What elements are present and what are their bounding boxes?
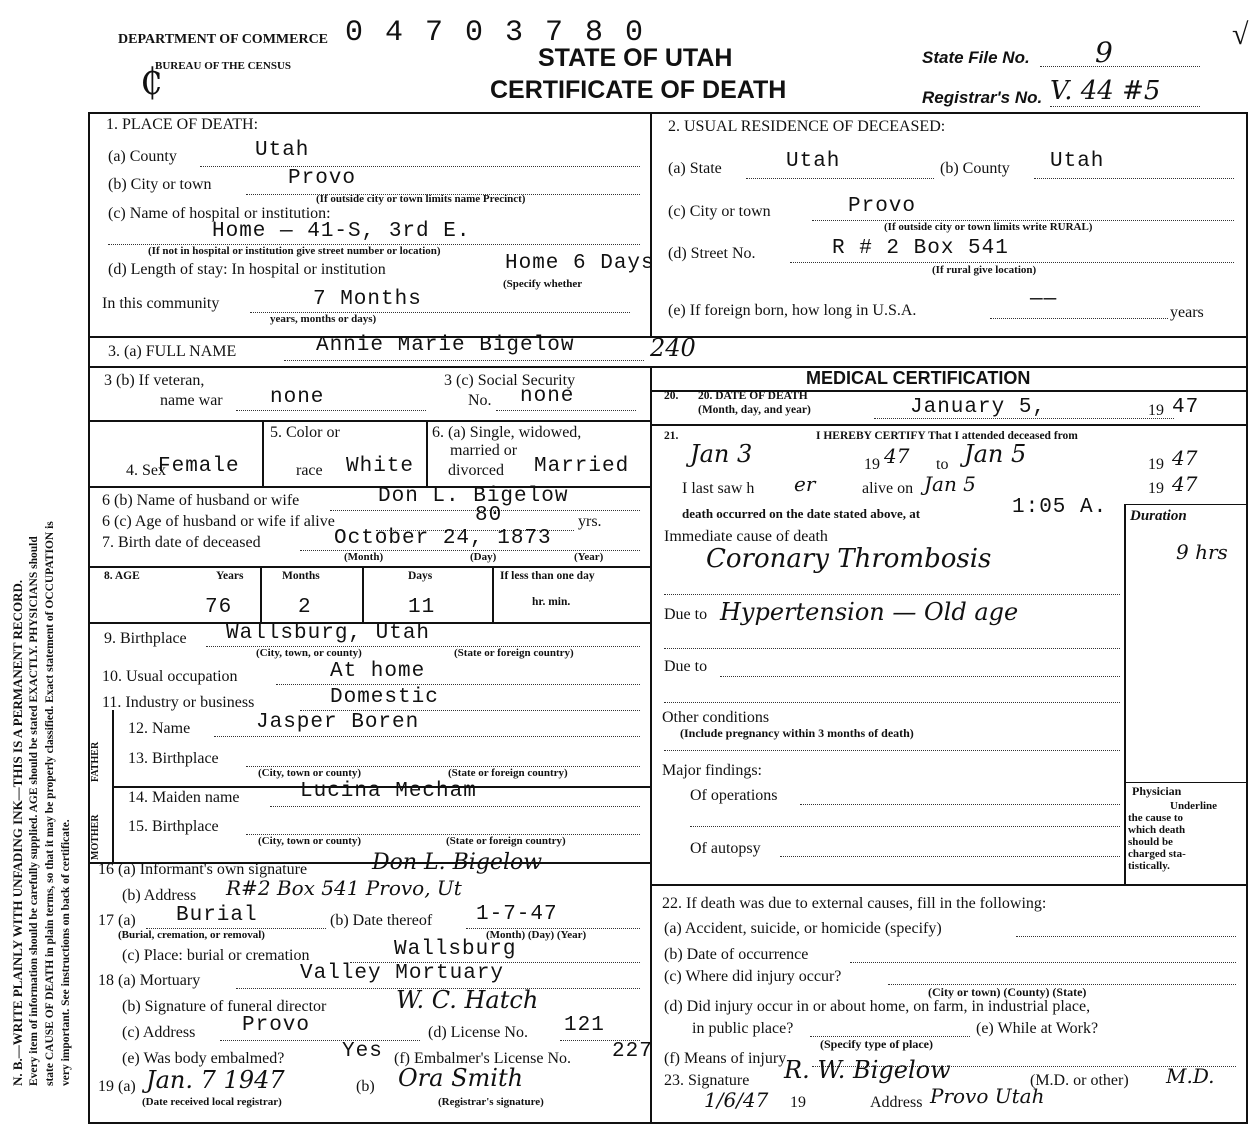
mortuary-address-label: (c) Address bbox=[122, 1024, 196, 1041]
last-saw-label: I last saw h bbox=[682, 480, 755, 497]
sex-label: 4. Sex bbox=[126, 462, 166, 479]
registrars-number-value: V. 44 #5 bbox=[1050, 76, 1161, 106]
registrar-note: (Registrar's signature) bbox=[438, 1096, 544, 1108]
alive-on-label: alive on bbox=[862, 480, 914, 497]
full-name-label: 3. (a) FULL NAME bbox=[108, 343, 237, 360]
residence-heading: 2. USUAL RESIDENCE OF DECEASED: bbox=[668, 118, 946, 135]
duration-label: Duration bbox=[1130, 508, 1187, 524]
death-date-value: January 5, bbox=[910, 396, 1047, 419]
physician-note1: Underline bbox=[1170, 800, 1218, 812]
operations-label: Of operations bbox=[690, 787, 778, 804]
race-value: White bbox=[346, 455, 415, 478]
sex-value: Female bbox=[158, 455, 240, 478]
registrar-sig-label: (b) bbox=[356, 1078, 375, 1095]
burial-place-value: Wallsburg bbox=[394, 938, 517, 961]
ss-label: 3 (c) Social Security bbox=[444, 372, 576, 389]
hospital-value: Home — 41-S, 3rd E. bbox=[212, 220, 471, 243]
license-value: 121 bbox=[564, 1014, 605, 1037]
age-years-label: Years bbox=[216, 570, 244, 582]
informant-signature: Don L. Bigelow bbox=[372, 850, 543, 875]
birth-year-note: (Year) bbox=[574, 551, 604, 563]
marital-value: Married bbox=[534, 455, 630, 478]
informant-sig-label: 16 (a) Informant's own signature bbox=[98, 861, 308, 878]
external-f-label: (f) Means of injury bbox=[664, 1050, 787, 1067]
death-year-prefix: 19 bbox=[1148, 402, 1164, 419]
external-c-note: (City or town) (County) (State) bbox=[928, 985, 1087, 999]
director-signature: W. C. Hatch bbox=[396, 986, 539, 1014]
birth-month-note: (Month) bbox=[344, 551, 384, 563]
less-than-day-label: If less than one day bbox=[500, 570, 595, 582]
yrs-label: yrs. bbox=[578, 513, 602, 530]
director-sig-label: (b) Signature of funeral director bbox=[122, 998, 327, 1015]
immediate-cause-value: Coronary Thrombosis bbox=[706, 544, 992, 574]
check-icon: √ bbox=[1232, 18, 1249, 51]
external-c-label: (c) Where did injury occur? bbox=[664, 968, 842, 985]
autopsy-label: Of autopsy bbox=[690, 840, 761, 857]
age-days-value: 11 bbox=[408, 596, 436, 619]
disposition-date-value: 1-7-47 bbox=[476, 903, 558, 926]
hospital-label: (c) Name of hospital or institution: bbox=[108, 205, 331, 222]
alive-on-value: Jan 5 bbox=[924, 472, 976, 496]
spouse-age-label: 6 (c) Age of husband or wife if alive bbox=[102, 513, 335, 530]
side-instruction-line4: very important. See instructions on back of certificate. bbox=[60, 819, 72, 1086]
race-label: race bbox=[296, 462, 323, 479]
death-time-value: 1:05 A. bbox=[1012, 496, 1108, 519]
registrar-signature: Ora Smith bbox=[398, 1064, 524, 1092]
ss-no-label: No. bbox=[468, 392, 492, 409]
state-file-value: 9 bbox=[1095, 36, 1113, 69]
county-label: (a) County bbox=[108, 148, 177, 165]
birthplace-label: 9. Birthplace bbox=[104, 630, 187, 647]
physician-heading: Physician bbox=[1132, 784, 1182, 798]
res-city-note: (If outside city or town limits write RURAL) bbox=[884, 221, 1093, 233]
birthplace-value: Wallsburg, Utah bbox=[226, 622, 431, 645]
birthplace-note1: (City, town, or county) bbox=[256, 647, 362, 659]
res-city-value: Provo bbox=[848, 195, 917, 218]
ss-value: none bbox=[520, 385, 575, 408]
occupation-value: At home bbox=[330, 660, 426, 683]
other-conditions-label: Other conditions bbox=[662, 709, 770, 726]
registrars-number-label: Registrar's No. bbox=[922, 88, 1043, 107]
city-label: (b) City or town bbox=[108, 176, 212, 193]
embalmed-label: (e) Was body embalmed? bbox=[122, 1050, 285, 1067]
mother-bp-note1: (City, town or county) bbox=[258, 835, 362, 847]
external-d-label: (d) Did injury occur in or about home, on farm, in industrial place, bbox=[664, 998, 1091, 1015]
external-b-label: (b) Date of occurrence bbox=[664, 946, 809, 963]
community-value: 7 Months bbox=[313, 288, 422, 311]
father-birthplace-label: 13. Birthplace bbox=[128, 750, 219, 767]
age-months-label: Months bbox=[282, 570, 320, 582]
death-year-value: 47 bbox=[1172, 396, 1200, 419]
certify-num: 21. bbox=[664, 430, 679, 442]
certificate-number: 0 4 7 0 3 7 8 0 bbox=[345, 16, 646, 50]
stay-label: (d) Length of stay: In hospital or institution bbox=[108, 261, 386, 278]
res-county-label: (b) County bbox=[940, 160, 1010, 177]
disposition-note: (Burial, cremation, or removal) bbox=[118, 929, 265, 941]
signature-date-value: 1/6/47 bbox=[704, 1088, 769, 1112]
color-label: 5. Color or bbox=[270, 424, 340, 441]
physician-note4: should be bbox=[1128, 836, 1173, 848]
physician-signature: R. W. Bigelow bbox=[784, 1056, 951, 1084]
years-label: years bbox=[1170, 304, 1204, 321]
informant-address-value: R#2 Box 541 Provo, Ut bbox=[226, 876, 462, 900]
maiden-name-label: 14. Maiden name bbox=[128, 789, 240, 806]
informant-address-label: (b) Address bbox=[122, 887, 197, 904]
physician-note5: charged sta- bbox=[1128, 848, 1186, 860]
medical-heading: MEDICAL CERTIFICATION bbox=[806, 368, 1031, 388]
spouse-age-value: 80 bbox=[475, 504, 503, 527]
occupation-label: 10. Usual occupation bbox=[102, 668, 238, 685]
physician-note6: tistically. bbox=[1128, 860, 1170, 872]
community-label: In this community bbox=[102, 295, 220, 312]
father-name-value: Jasper Boren bbox=[256, 711, 420, 734]
major-findings-label: Major findings: bbox=[662, 762, 762, 779]
received-note: (Date received local registrar) bbox=[142, 1096, 282, 1108]
document-title: CERTIFICATE OF DEATH bbox=[490, 76, 787, 104]
place-county-value: Utah bbox=[255, 139, 310, 162]
side-instruction-line1: N. B.—WRITE PLAINLY WITH UNFADING INK—THIS IS A PERMANENT RECORD. bbox=[10, 579, 25, 1086]
mortuary-value: Valley Mortuary bbox=[300, 962, 505, 985]
mother-birthplace-label: 15. Birthplace bbox=[128, 818, 219, 835]
due-to-label: Due to bbox=[664, 606, 708, 623]
physician-address-label: Address bbox=[870, 1094, 923, 1111]
birth-value: October 24, 1873 bbox=[334, 527, 552, 550]
spouse-value: Don L. Bigelow bbox=[378, 485, 569, 508]
birth-label: 7. Birth date of deceased bbox=[102, 534, 261, 551]
birth-day-note: (Day) bbox=[470, 551, 497, 563]
from-year-prefix: 19 bbox=[864, 456, 880, 473]
age-months-value: 2 bbox=[298, 596, 312, 619]
burial-place-label: (c) Place: burial or cremation bbox=[122, 947, 310, 964]
embalmer-license-label: (f) Embalmer's License No. bbox=[394, 1050, 572, 1067]
md-label: (M.D. or other) bbox=[1030, 1072, 1129, 1089]
death-date-label: 20. DATE OF DEATH bbox=[698, 390, 808, 402]
physician-note3: which death bbox=[1128, 824, 1186, 836]
stay-note: (Specify whether bbox=[503, 278, 583, 290]
certify-text: I HEREBY CERTIFY That I attended deceased from bbox=[816, 430, 1078, 442]
embalmer-license-value: 227 bbox=[612, 1040, 653, 1063]
res-street-value: R # 2 Box 541 bbox=[832, 237, 1009, 260]
birthplace-note2: (State or foreign country) bbox=[454, 647, 574, 659]
disposition-value: Burial bbox=[176, 904, 258, 927]
res-state-value: Utah bbox=[786, 150, 841, 173]
city-note: (If outside city or town limits name Precinct) bbox=[316, 193, 526, 205]
physician-note2: the cause to bbox=[1128, 812, 1183, 824]
md-written: M.D. bbox=[1166, 1064, 1215, 1088]
alive-year-value: 47 bbox=[1172, 472, 1198, 496]
signature-label: 23. Signature bbox=[664, 1072, 750, 1089]
external-d2-label: in public place? bbox=[692, 1020, 794, 1037]
veteran-label: 3 (b) If veteran, bbox=[104, 372, 205, 389]
attended-from-value: Jan 3 bbox=[690, 440, 753, 468]
hospital-note: (If not in hospital or institution give street number or location) bbox=[148, 245, 441, 257]
res-street-label: (d) Street No. bbox=[668, 245, 756, 262]
received-label: 19 (a) bbox=[98, 1078, 136, 1095]
father-name-label: 12. Name bbox=[128, 720, 191, 737]
stay-value: Home 6 Days bbox=[505, 252, 655, 275]
immediate-duration-value: 9 hrs bbox=[1176, 540, 1228, 564]
side-instruction-line3: state CAUSE OF DEATH in plain terms, so that it may be properly classified. Exact statement of OCCUPATION is bbox=[44, 521, 56, 1086]
last-saw-h: er bbox=[794, 472, 816, 496]
name-code: 240 bbox=[650, 334, 696, 362]
foreign-label: (e) If foreign born, how long in U.S.A. bbox=[668, 302, 917, 319]
license-label: (d) License No. bbox=[428, 1024, 528, 1041]
side-instruction-line2: Every item of information should be carefully supplied. AGE should be stated EXACTLY. PHYSICIANS should bbox=[28, 536, 40, 1086]
veteran-war-label: name war bbox=[160, 392, 223, 409]
res-state-label: (a) State bbox=[668, 160, 722, 177]
mother-tag: MOTHER bbox=[90, 814, 101, 860]
external-d-note: (Specify type of place) bbox=[820, 1037, 933, 1051]
embalmed-value: Yes bbox=[342, 1040, 383, 1063]
death-date-num: 20. bbox=[664, 390, 679, 402]
disposition-label: 17 (a) bbox=[98, 912, 136, 929]
mortuary-label: 18 (a) Mortuary bbox=[98, 972, 201, 989]
external-e-label: (e) While at Work? bbox=[976, 1020, 1099, 1037]
to-label: to bbox=[936, 456, 949, 473]
due-to-value: Hypertension — Old age bbox=[720, 598, 1019, 626]
marital-label: 6. (a) Single, widowed, bbox=[432, 424, 582, 441]
place-city-value: Provo bbox=[288, 167, 357, 190]
signature-date-prefix: 19 bbox=[790, 1094, 806, 1111]
state-title: STATE OF UTAH bbox=[538, 44, 733, 72]
res-county-value: Utah bbox=[1050, 150, 1105, 173]
external-heading: 22. If death was due to external causes, fill in the following: bbox=[662, 895, 1047, 912]
mother-name-value: Lucina Mecham bbox=[300, 780, 477, 803]
disposition-date-label: (b) Date thereof bbox=[330, 912, 433, 929]
mortuary-address-value: Provo bbox=[242, 1014, 311, 1037]
external-a-label: (a) Accident, suicide, or homicide (specify) bbox=[664, 920, 942, 937]
alive-year-prefix: 19 bbox=[1148, 480, 1164, 497]
full-name-value: Annie Marie Bigelow bbox=[316, 334, 575, 357]
veteran-value: none bbox=[270, 386, 325, 409]
mother-bp-note2: (State or foreign country) bbox=[446, 835, 566, 847]
father-tag: FATHER bbox=[90, 741, 101, 782]
received-date-value: Jan. 7 1947 bbox=[146, 1066, 285, 1094]
father-bp-note1: (City, town or county) bbox=[258, 767, 362, 779]
hr-min-label: hr. min. bbox=[532, 596, 571, 608]
industry-label: 11. Industry or business bbox=[102, 694, 255, 711]
father-bp-note2: (State or foreign country) bbox=[448, 767, 568, 779]
attended-to-value: Jan 5 bbox=[964, 440, 1027, 468]
foreign-value: —— bbox=[1030, 288, 1058, 311]
to-year-value: 47 bbox=[1172, 446, 1198, 470]
bureau-label: BUREAU OF THE CENSUS bbox=[155, 60, 292, 72]
occurred-label: death occurred on the date stated above, at bbox=[682, 506, 921, 521]
industry-value: Domestic bbox=[330, 686, 439, 709]
spouse-label: 6 (b) Name of husband or wife bbox=[102, 492, 300, 509]
community-note: years, months or days) bbox=[270, 313, 377, 325]
age-label: 8. AGE bbox=[104, 570, 140, 582]
check-mark-stamp: ₵ bbox=[140, 62, 163, 103]
res-street-note: (If rural give location) bbox=[932, 264, 1037, 276]
age-years-value: 76 bbox=[205, 596, 233, 619]
disposition-date-note: (Month) (Day) (Year) bbox=[486, 929, 587, 941]
marital-label2: married or bbox=[450, 442, 518, 459]
res-city-label: (c) City or town bbox=[668, 203, 771, 220]
from-year-value: 47 bbox=[884, 444, 910, 468]
death-date-note: (Month, day, and year) bbox=[698, 404, 811, 416]
age-days-label: Days bbox=[408, 570, 433, 582]
department-label: DEPARTMENT OF COMMERCE bbox=[118, 32, 329, 47]
immediate-cause-label: Immediate cause of death bbox=[664, 528, 828, 545]
physician-address-value: Provo Utah bbox=[930, 1084, 1045, 1108]
state-file-label: State File No. bbox=[922, 48, 1030, 67]
to-year-prefix: 19 bbox=[1148, 456, 1164, 473]
divorced-label: divorced bbox=[448, 462, 504, 479]
due-to-label-2: Due to bbox=[664, 658, 708, 675]
place-of-death-heading: 1. PLACE OF DEATH: bbox=[106, 116, 259, 133]
other-conditions-note: (Include pregnancy within 3 months of death) bbox=[680, 726, 914, 740]
